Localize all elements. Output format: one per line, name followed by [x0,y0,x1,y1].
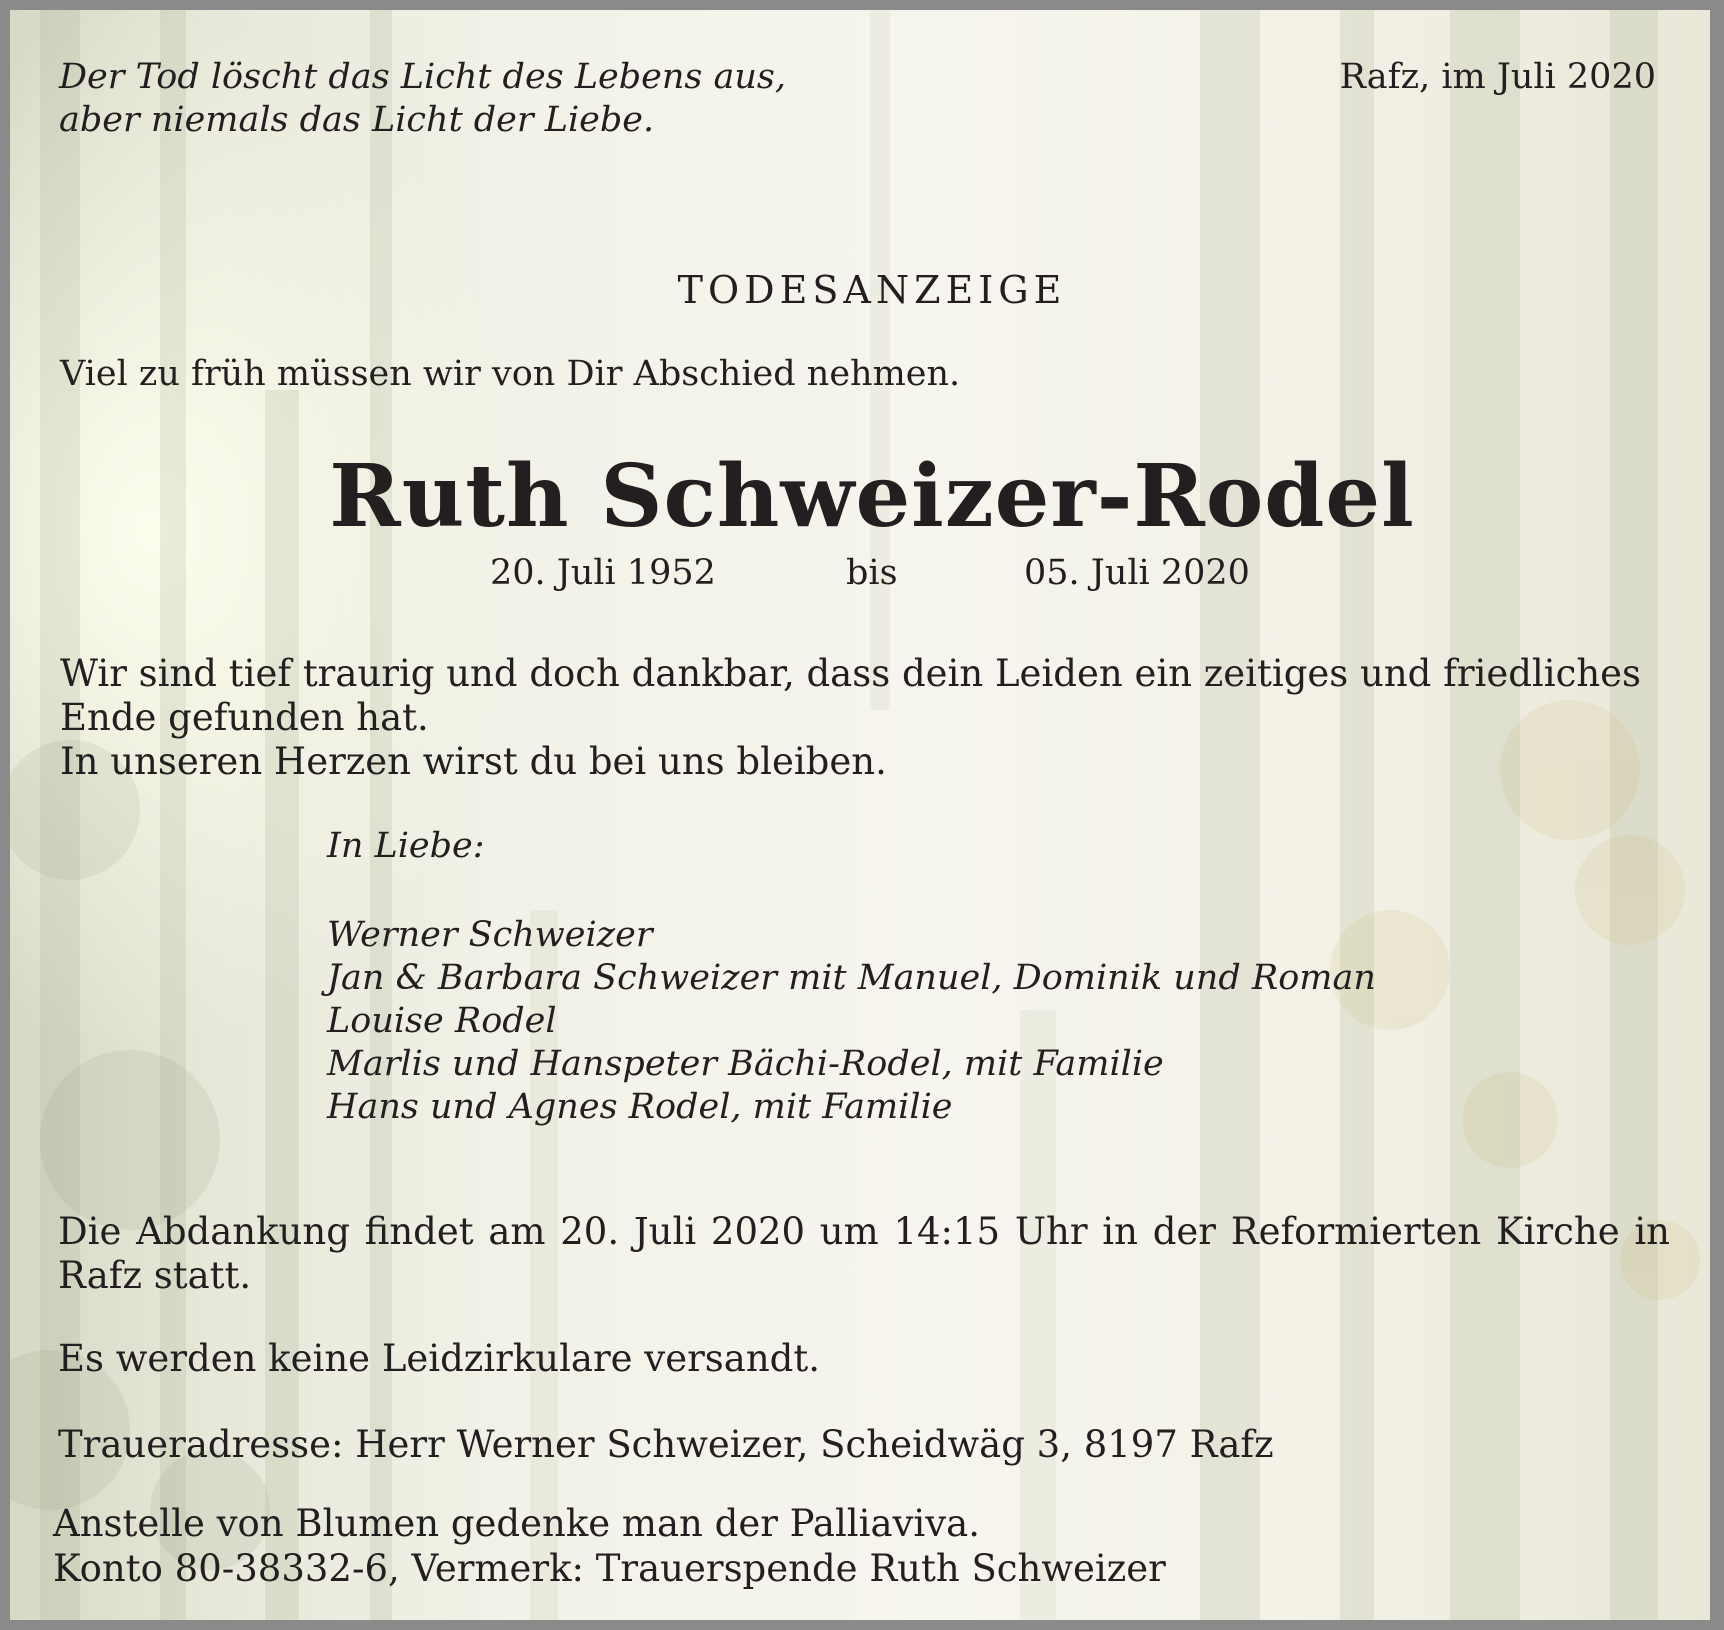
motto-line-2: aber niemals das Licht der Liebe. [59,100,655,140]
no-circulars-note: Es werden keine Leidzirkulare versandt. [58,1337,820,1380]
place-and-date: Rafz, im Juli 2020 [1339,57,1656,97]
in-love-label: In Liebe: [327,826,485,866]
family-member: Marlis und Hanspeter Bächi-Rodel, mit Familie [327,1044,1164,1084]
message-line-3: In unseren Herzen wirst du bei uns bleiben. [60,740,887,783]
family-member: Werner Schweizer [327,915,653,955]
date-separator: bis [846,553,898,593]
condolence-message [60,652,1641,784]
message-line-1: Wir sind tief traurig und doch dankbar, dass dein Leiden ein zeitiges und friedliches [60,652,1642,695]
notice-header: TODESANZEIGE [677,268,1067,312]
family-list [327,914,1376,1129]
ceremony-info: Die Abdankung findet am 20. Juli 2020 um 14:15 Uhr in der Reformierten Kirche in Rafz statt. [58,1210,1670,1297]
birth-date: 20. Juli 1952 [490,553,716,593]
intro-text: Viel zu früh müssen wir von Dir Abschied nehmen. [60,354,961,394]
deceased-name: Ruth Schweizer-Rodel [329,446,1415,547]
motto-quote [59,56,786,142]
mourning-address: Traueradresse: Herr Werner Schweizer, Scheidwäg 3, 8197 Rafz [58,1423,1274,1466]
family-member: Hans und Agnes Rodel, mit Familie [327,1087,953,1127]
message-line-2: Ende gefunden hat. [60,696,429,739]
family-member: Louise Rodel [327,1001,557,1041]
donation-line-1: Anstelle von Blumen gedenke man der Palliaviva. [53,1502,980,1545]
family-member: Jan & Barbara Schweizer mit Manuel, Dominik und Roman [327,958,1376,998]
death-date: 05. Juli 2020 [1024,553,1250,593]
donation-line-2: Konto 80-38332-6, Vermerk: Trauerspende Ruth Schweizer [53,1547,1166,1590]
donation-info [53,1501,1166,1591]
motto-line-1: Der Tod löscht das Licht des Lebens aus, [59,57,786,97]
